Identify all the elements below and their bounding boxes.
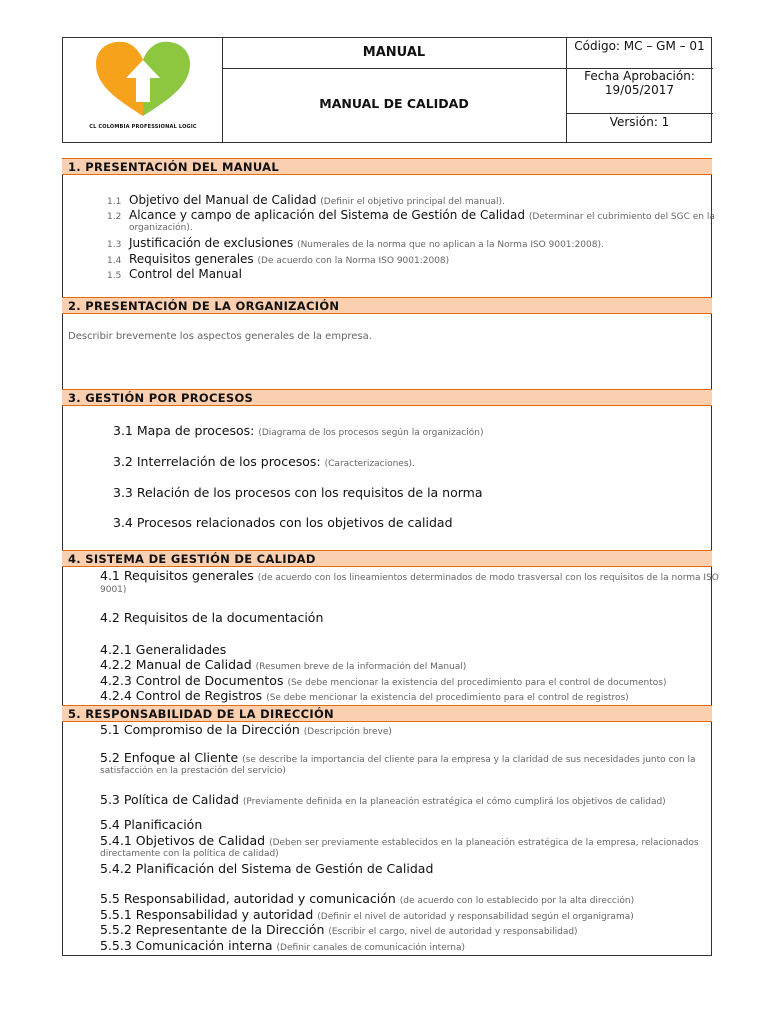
list-item: 4.2.4 Control de Registros (Se debe mencionar la existencia del procedimiento para el control de registros) (100, 688, 629, 703)
section-4-header (62, 550, 712, 567)
company-logo (88, 38, 198, 122)
divider (222, 68, 566, 69)
list-item: 1.5 Control del Manual (107, 267, 242, 281)
list-item: 5.5 Responsabilidad, autoridad y comunicación (de acuerdo con lo establecido por la alta dirección) (100, 891, 635, 906)
section-3-header (62, 389, 712, 406)
approval-label: Fecha Aprobación: (584, 69, 695, 83)
section-1-title: 1. PRESENTACIÓN DEL MANUAL (68, 160, 279, 174)
doc-title: MANUAL DE CALIDAD (319, 96, 469, 111)
section-3-title: 3. GESTIÓN POR PROCESOS (68, 391, 254, 405)
doc-version: Versión: 1 (609, 115, 670, 129)
list-item: 4.2 Requisitos de la documentación (100, 610, 324, 625)
section-2-title: 2. PRESENTACIÓN DE LA ORGANIZACIÓN (68, 299, 340, 313)
list-item: 3.1 Mapa de procesos: (Diagrama de los procesos según la organización) (113, 423, 484, 438)
section-2-header (62, 297, 712, 314)
section-4-title: 4. SISTEMA DE GESTIÓN DE CALIDAD (68, 552, 316, 566)
list-item: 5.4 Planificación (100, 817, 203, 832)
list-item: 5.1 Compromiso de la Dirección (Descripción breve) (100, 722, 392, 737)
section-5-title: 5. RESPONSABILIDAD DE LA DIRECCIÓN (68, 707, 334, 721)
section-1-header (62, 158, 712, 175)
list-item-note: directamente con la política de calidad) (100, 849, 279, 859)
list-item: 1.1 Objetivo del Manual de Calidad (Definir el objetivo principal del manual). (107, 193, 505, 207)
list-item: 4.2.3 Control de Documentos (Se debe mencionar la existencia del procedimiento para el control de documentos) (100, 673, 667, 688)
list-item: 1.3 Justificación de exclusiones (Numerales de la norma que no aplican a la Norma ISO 9001:2008). (107, 236, 604, 250)
divider (566, 113, 713, 114)
doc-type: MANUAL (362, 45, 426, 60)
list-item-note: 9001) (100, 585, 127, 595)
list-item-note: organización). (129, 223, 193, 233)
list-item: 4.1 Requisitos generales (de acuerdo con los lineamientos determinados de modo trasversal con los requisitos de la norma ISO (100, 568, 719, 583)
list-item: 4.2.1 Generalidades (100, 642, 227, 657)
list-item: 5.3 Política de Calidad (Previamente definida en la planeación estratégica el cómo cumplirá los objetivos de calidad) (100, 792, 666, 807)
list-item: 4.2.2 Manual de Calidad (Resumen breve de la información del Manual) (100, 657, 467, 672)
doc-code: Código: MC – GM – 01 (574, 39, 705, 53)
list-item: 1.4 Requisitos generales (De acuerdo con la Norma ISO 9001:2008) (107, 252, 450, 266)
list-item: 5.5.3 Comunicación interna (Definir canales de comunicación interna) (100, 938, 465, 953)
list-item: 3.2 Interrelación de los procesos: (Caracterizaciones). (113, 454, 415, 469)
list-item: 5.5.2 Representante de la Dirección (Escribir el cargo, nivel de autoridad y responsabilidad) (100, 922, 578, 937)
list-item: 3.3 Relación de los procesos con los requisitos de la norma (113, 485, 483, 500)
section-5-header (62, 705, 712, 722)
list-item: 5.4.1 Objetivos de Calidad (Deben ser previamente establecidos en la planeación estratégica de la empresa, relacionados (100, 833, 699, 848)
list-item: 1.2 Alcance y campo de aplicación del Sistema de Gestión de Calidad (Determinar el cubrimiento del SGC en la (107, 208, 715, 222)
list-item-note: satisfacción en la prestación del servicio) (100, 766, 286, 776)
logo-caption: CL COLOMBIA PROFESSIONAL LOGIC (89, 124, 197, 130)
list-item: 5.4.2 Planificación del Sistema de Gestión de Calidad (100, 861, 434, 876)
approval-date: 19/05/2017 (604, 83, 675, 97)
section-2-text: Describir brevemente los aspectos generales de la empresa. (68, 331, 372, 342)
list-item: 5.2 Enfoque al Cliente (se describe la importancia del cliente para la empresa y la claridad de sus necesidades junto con la (100, 750, 696, 765)
list-item: 3.4 Procesos relacionados con los objetivos de calidad (113, 515, 453, 530)
list-item: 5.5.1 Responsabilidad y autoridad (Definir el nivel de autoridad y responsabilidad según el organigrama) (100, 907, 634, 922)
